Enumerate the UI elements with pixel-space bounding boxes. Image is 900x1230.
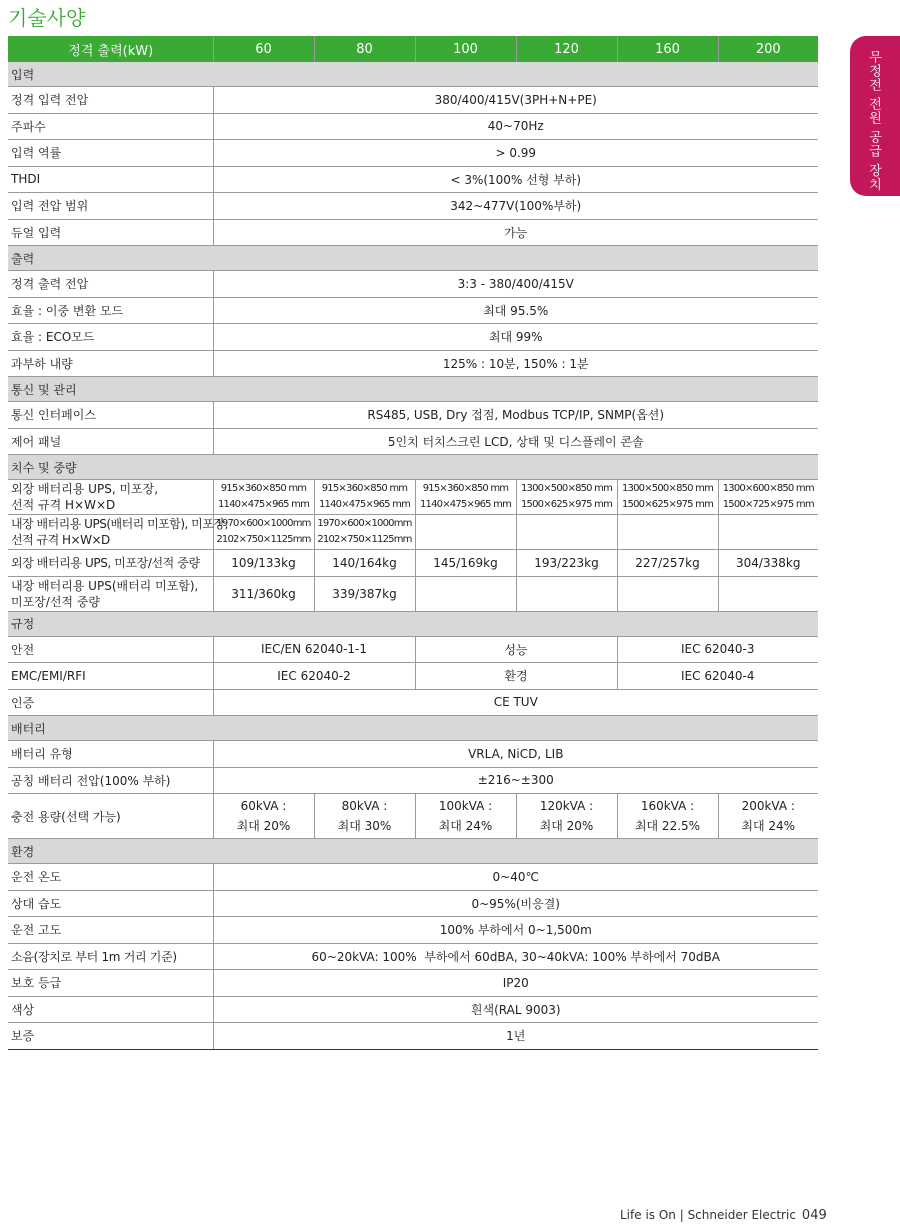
row-value-empty	[718, 576, 818, 611]
row-value	[516, 480, 617, 515]
value-line: 200kVA :	[741, 799, 795, 813]
table-row	[8, 996, 818, 1023]
row-label-line: 선적 규격 H×W×D	[11, 498, 116, 512]
value-line: 1300×500×850 mm	[520, 483, 613, 494]
section-row-battery	[8, 716, 818, 741]
section-title: 입력	[8, 62, 818, 87]
value-line: 915×360×850 mm	[422, 483, 509, 494]
value-line: 1500×725×975 mm	[722, 499, 814, 510]
value-line: 1500×625×975 mm	[621, 499, 714, 510]
row-value: 가능	[213, 219, 818, 246]
section-row-regulations	[8, 611, 818, 636]
table-row	[8, 87, 818, 114]
row-label: 외장 배터리용 UPS, 미포장/선적 중량	[8, 550, 213, 577]
row-value-empty	[516, 515, 617, 550]
value-line: 최대 20%	[539, 819, 594, 833]
value-line: 1500×625×975 mm	[520, 499, 613, 510]
table-row	[8, 166, 818, 193]
table-row	[8, 193, 818, 220]
row-value: IEC/EN 62040-1-1	[213, 636, 415, 663]
table-row	[8, 550, 818, 577]
value-line: 1300×600×850 mm	[722, 483, 814, 494]
table-row	[8, 350, 818, 377]
row-label-line: 미포장/선적 중량	[11, 594, 101, 609]
row-label	[8, 515, 228, 550]
row-value: 60~20kVA: 100% 부하에서 60dBA, 30~40kVA: 100% 부하에서 70dBA	[213, 943, 818, 970]
table-row	[8, 794, 818, 839]
table-row	[8, 402, 818, 429]
value-line: 최대 24%	[438, 819, 493, 833]
value-line: 최대 24%	[741, 819, 796, 833]
value-line: 2102×750×1125mm	[317, 534, 412, 545]
value-line: 최대 20%	[236, 819, 291, 833]
row-value-empty	[415, 515, 516, 550]
header-cell-200: 200	[718, 36, 818, 62]
table-row	[8, 480, 818, 515]
row-value: 342~477V(100%부하)	[213, 193, 818, 220]
page-number: 049	[801, 1208, 827, 1223]
row-sublabel: 환경	[415, 663, 617, 690]
section-title: 규정	[8, 611, 818, 636]
row-value: 1년	[213, 1023, 818, 1050]
row-label: 상대 습도	[8, 890, 213, 917]
row-label: 배터리 유형	[8, 741, 213, 768]
header-cell-120: 120	[516, 36, 617, 62]
row-label: 통신 인터페이스	[8, 402, 213, 429]
header-cell-80: 80	[314, 36, 415, 62]
row-value	[314, 515, 415, 550]
section-row-environment	[8, 839, 818, 864]
row-label: 보호 등급	[8, 970, 213, 997]
row-label: 입력 역률	[8, 140, 213, 167]
section-title: 치수 및 중량	[8, 455, 818, 480]
section-row-output	[8, 246, 818, 271]
table-row	[8, 917, 818, 944]
table-row	[8, 943, 818, 970]
row-value	[516, 794, 617, 839]
row-value: 227/257kg	[617, 550, 718, 577]
page-footer	[620, 1208, 827, 1223]
row-label: 제어 패널	[8, 428, 213, 455]
row-value: > 0.99	[213, 140, 818, 167]
table-row	[8, 864, 818, 891]
row-label: 입력 전압 범위	[8, 193, 213, 220]
row-value: ±216~±300	[213, 767, 818, 794]
row-value: 311/360kg	[213, 576, 314, 611]
table-row	[8, 890, 818, 917]
section-title: 통신 및 관리	[8, 377, 818, 402]
value-line: 최대 30%	[337, 819, 392, 833]
section-title: 배터리	[8, 716, 818, 741]
row-label: 주파수	[8, 113, 213, 140]
value-line: 120kVA :	[539, 799, 594, 813]
row-value: 193/223kg	[516, 550, 617, 577]
row-label: 효율 : 이중 변환 모드	[8, 297, 213, 324]
row-value	[617, 480, 718, 515]
row-value: 100% 부하에서 0~1,500m	[213, 917, 818, 944]
row-value: IEC 62040-3	[617, 636, 818, 663]
table-row	[8, 767, 818, 794]
row-label: 운전 고도	[8, 917, 213, 944]
row-label-line: 내장 배터리용 UPS(배터리 미포함),	[11, 578, 199, 593]
table-row	[8, 741, 818, 768]
page-title: 기술사양	[8, 6, 86, 30]
row-value: 125% : 10분, 150% : 1분	[213, 350, 818, 377]
section-row-input	[8, 62, 818, 87]
row-value	[314, 794, 415, 839]
table-row	[8, 219, 818, 246]
row-value: VRLA, NiCD, LIB	[213, 741, 818, 768]
row-value: 109/133kg	[213, 550, 314, 577]
row-value: 최대 95.5%	[213, 297, 818, 324]
header-cell-rating: 정격 출력(kW)	[8, 36, 213, 62]
header-cell-60: 60	[213, 36, 314, 62]
section-row-dimensions	[8, 455, 818, 480]
row-label: 안전	[8, 636, 213, 663]
row-value-empty	[617, 576, 718, 611]
row-label: EMC/EMI/RFI	[8, 663, 213, 690]
table-row	[8, 140, 818, 167]
row-value: 339/387kg	[314, 576, 415, 611]
row-value: < 3%(100% 선형 부하)	[213, 166, 818, 193]
value-line: 1970×600×1000mm	[317, 518, 412, 529]
row-label: 색상	[8, 996, 213, 1023]
value-line: 2102×750×1125mm	[216, 534, 311, 545]
spec-table	[8, 36, 818, 1050]
row-label: 정격 입력 전압	[8, 87, 213, 114]
row-value-empty	[415, 576, 516, 611]
row-value	[415, 794, 516, 839]
row-value-empty	[516, 576, 617, 611]
row-label: 인증	[8, 689, 213, 716]
table-row	[8, 636, 818, 663]
value-line: 1970×600×1000mm	[216, 518, 311, 529]
row-value	[617, 794, 718, 839]
value-line: 915×360×850 mm	[220, 483, 307, 494]
value-line: 1140×475×965 mm	[318, 499, 411, 510]
table-row	[8, 663, 818, 690]
value-line: 1140×475×965 mm	[419, 499, 512, 510]
header-cell-160: 160	[617, 36, 718, 62]
section-side-tab	[850, 36, 900, 196]
value-line: 60kVA :	[240, 799, 287, 813]
table-header-row	[8, 36, 818, 62]
row-value: IP20	[213, 970, 818, 997]
row-label: 과부하 내량	[8, 350, 213, 377]
row-value: 0~95%(비응결)	[213, 890, 818, 917]
table-row	[8, 271, 818, 298]
table-row	[8, 689, 818, 716]
row-value	[213, 794, 314, 839]
table-row	[8, 324, 818, 351]
table-row	[8, 428, 818, 455]
section-row-comm	[8, 377, 818, 402]
row-value: 304/338kg	[718, 550, 818, 577]
value-line: 1140×475×965 mm	[217, 499, 310, 510]
header-cell-100: 100	[415, 36, 516, 62]
row-label: 충전 용량(선택 가능)	[8, 794, 213, 839]
row-value-empty	[617, 515, 718, 550]
row-label: 공칭 배터리 전압(100% 부하)	[8, 767, 213, 794]
row-value	[213, 515, 314, 550]
row-value	[718, 794, 818, 839]
table-row	[8, 113, 818, 140]
row-value-empty	[718, 515, 818, 550]
table-row	[8, 576, 818, 611]
row-value	[718, 480, 818, 515]
row-value: 140/164kg	[314, 550, 415, 577]
row-value: 최대 99%	[213, 324, 818, 351]
row-label: 운전 온도	[8, 864, 213, 891]
value-line: 100kVA :	[438, 799, 493, 813]
row-value: CE TUV	[213, 689, 818, 716]
value-line: 최대 22.5%	[634, 819, 701, 833]
table-row	[8, 515, 818, 550]
row-label: 소음(장치로 부터 1m 거리 기준)	[8, 943, 213, 970]
value-line: 915×360×850 mm	[321, 483, 408, 494]
row-value	[415, 480, 516, 515]
row-label: 정격 출력 전압	[8, 271, 213, 298]
footer-brand: Life is On | Schneider Electric	[620, 1208, 796, 1222]
row-value: 흰색(RAL 9003)	[213, 996, 818, 1023]
table-row	[8, 297, 818, 324]
row-label: 효율 : ECO모드	[8, 324, 213, 351]
row-value: 145/169kg	[415, 550, 516, 577]
row-label: 보증	[8, 1023, 213, 1050]
row-label-line: 선적 규격 H×W×D	[11, 533, 110, 547]
row-label-line: 내장 배터리용 UPS(배터리 미포함), 미포장,	[11, 517, 228, 531]
value-line: 160kVA :	[640, 799, 695, 813]
row-label	[8, 576, 213, 611]
table-row	[8, 1023, 818, 1050]
row-value: 0~40℃	[213, 864, 818, 891]
row-value	[314, 480, 415, 515]
row-value: IEC 62040-4	[617, 663, 818, 690]
row-value: 380/400/415V(3PH+N+PE)	[213, 87, 818, 114]
row-value: 5인치 터치스크린 LCD, 상태 및 디스플레이 콘솔	[213, 428, 818, 455]
section-title: 환경	[8, 839, 818, 864]
value-line: 80kVA :	[341, 799, 388, 813]
row-value: 40~70Hz	[213, 113, 818, 140]
row-label-line: 외장 배터리용 UPS, 미포장,	[11, 482, 159, 496]
side-tab-label: 무정전 전원 공급 장치	[866, 50, 881, 192]
section-title: 출력	[8, 246, 818, 271]
value-line: 1300×500×850 mm	[621, 483, 714, 494]
row-value: RS485, USB, Dry 접점, Modbus TCP/IP, SNMP(옵션)	[213, 402, 818, 429]
row-value	[213, 480, 314, 515]
row-sublabel: 성능	[415, 636, 617, 663]
table-row	[8, 970, 818, 997]
row-label: 듀얼 입력	[8, 219, 213, 246]
row-value: IEC 62040-2	[213, 663, 415, 690]
row-label: THDI	[8, 166, 213, 193]
row-label	[8, 480, 213, 515]
row-value: 3:3 - 380/400/415V	[213, 271, 818, 298]
